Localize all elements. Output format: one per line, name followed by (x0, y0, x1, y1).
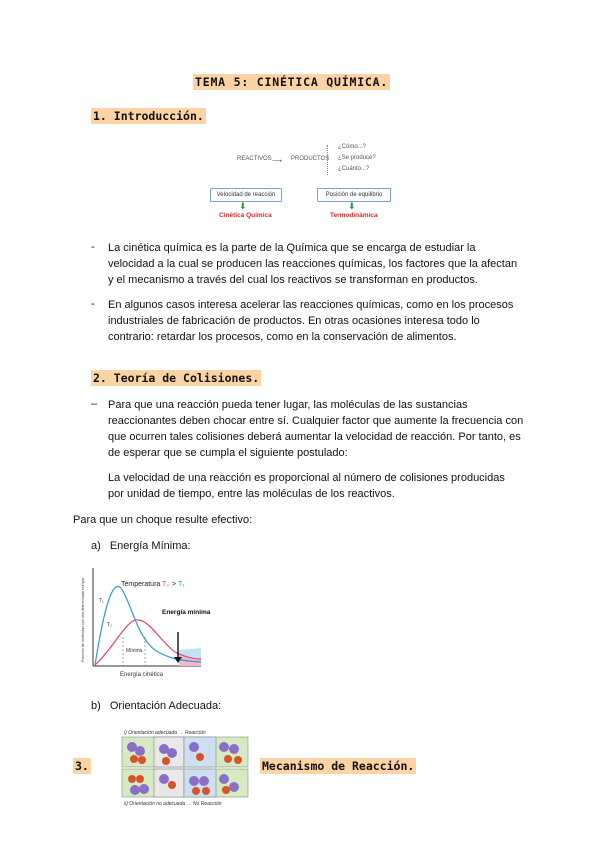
intro-diagram (205, 135, 395, 225)
bullet-dash: - (91, 241, 95, 253)
item-marker: a) (91, 540, 101, 552)
item-text: Orientación Adecuada: (109, 700, 222, 712)
section-heading-mecanismo: Mecanismo de Reacción. (262, 759, 415, 773)
section-heading-introduccion (91, 108, 206, 124)
collision-bullet: Para que una reacción pueda tener lugar, las moléculas de las sustancias reaccionantes deben chocar entre sí. Cualquier factor que aumente la frecuencia con que ocurren tales colisiones deberá aumentar la velocidad de reacción. Por tanto, es de esperar que se cumpla el siguiente postulado: (108, 399, 524, 459)
arrow-icon: ⟶ (272, 158, 283, 165)
legend-t2: T₂ (162, 581, 169, 588)
section-title: Introducción. (113, 109, 204, 123)
section-title: Teoría de Colisiones. (113, 371, 260, 385)
orientation-illustration (120, 727, 250, 807)
legend-gt: > (172, 581, 177, 588)
section-number: 2. (93, 371, 107, 385)
caption-orientacion-adecuada: i) Orientación adecuada → Reacción (124, 730, 206, 736)
intro-bullet-2: En algunos casos interesa acelerar las reacciones químicas, como en los procesos industriales de fabricación de productos. En otras ocasiones interesa todo lo contrario: retardar los procesos, como en la conservación de alimentos. (108, 299, 514, 343)
bullet-dash: – (91, 398, 98, 410)
energy-distribution-chart (75, 562, 211, 680)
bracket (327, 145, 329, 175)
label-termodinamica: Termodinámica (330, 212, 378, 219)
x-axis-label: Energía cinética (120, 672, 164, 678)
legend-t1: T₁ (178, 581, 185, 588)
list-item-orientacion (91, 700, 221, 712)
down-arrow-icon: ⬇ (348, 201, 356, 211)
diagram-question-2: ¿Se produce? (338, 155, 376, 161)
intro-bullet-1: La cinética química es la parte de la Química que se encarga de estudiar la velocidad a la cual se producen las reacciones químicas, los factores que la afectan y el mecanismo a través del cual los reactivos se transforman en productos. (108, 242, 518, 286)
choque-intro: Para que un choque resulte efectivo: (73, 514, 253, 526)
y-axis-label: Fracción de moléculas con una determinada energía (81, 578, 85, 662)
box-velocidad: Velocidad de reacción (210, 188, 282, 202)
item-marker: b) (91, 700, 101, 712)
list-item-energia-minima (91, 540, 191, 552)
label-cinetica-quimica: Cinética Química (219, 212, 272, 219)
diagram-question-1: ¿Cómo...? (338, 144, 367, 150)
diagram-question-3: ¿Cuánto...? (338, 166, 370, 172)
page-title: TEMA 5: CINÉTICA QUÍMICA. (195, 75, 389, 89)
box-equilibrio: Posición de equilibrio (317, 188, 391, 202)
section-heading-colisiones (91, 370, 261, 386)
minima-tick: Mínima (126, 648, 143, 654)
legend-label: Temperatura (121, 581, 161, 588)
caption-orientacion-no-adecuada: ii) Orientación no adecuada → No Reacción (124, 801, 222, 807)
annotation-energia-minima: Energía mínima (162, 609, 211, 616)
diagram-reactivos: REACTIVOS (237, 156, 272, 162)
curve-label-t1: T₁ (99, 598, 104, 604)
diagram-productos: PRODUCTOS (291, 156, 330, 162)
bullet-dash: - (91, 298, 95, 310)
section-number: 1. (93, 109, 107, 123)
section-number-3: 3. (75, 759, 89, 773)
curve-label-t2: T₂ (107, 622, 112, 628)
postulate: La velocidad de una reacción es proporcional al número de colisiones producidas por unidad de tiempo, entre las moléculas de los reactivos. (108, 472, 505, 500)
down-arrow-icon: ⬇ (239, 201, 247, 211)
item-text: Energía Mínima: (109, 540, 191, 552)
